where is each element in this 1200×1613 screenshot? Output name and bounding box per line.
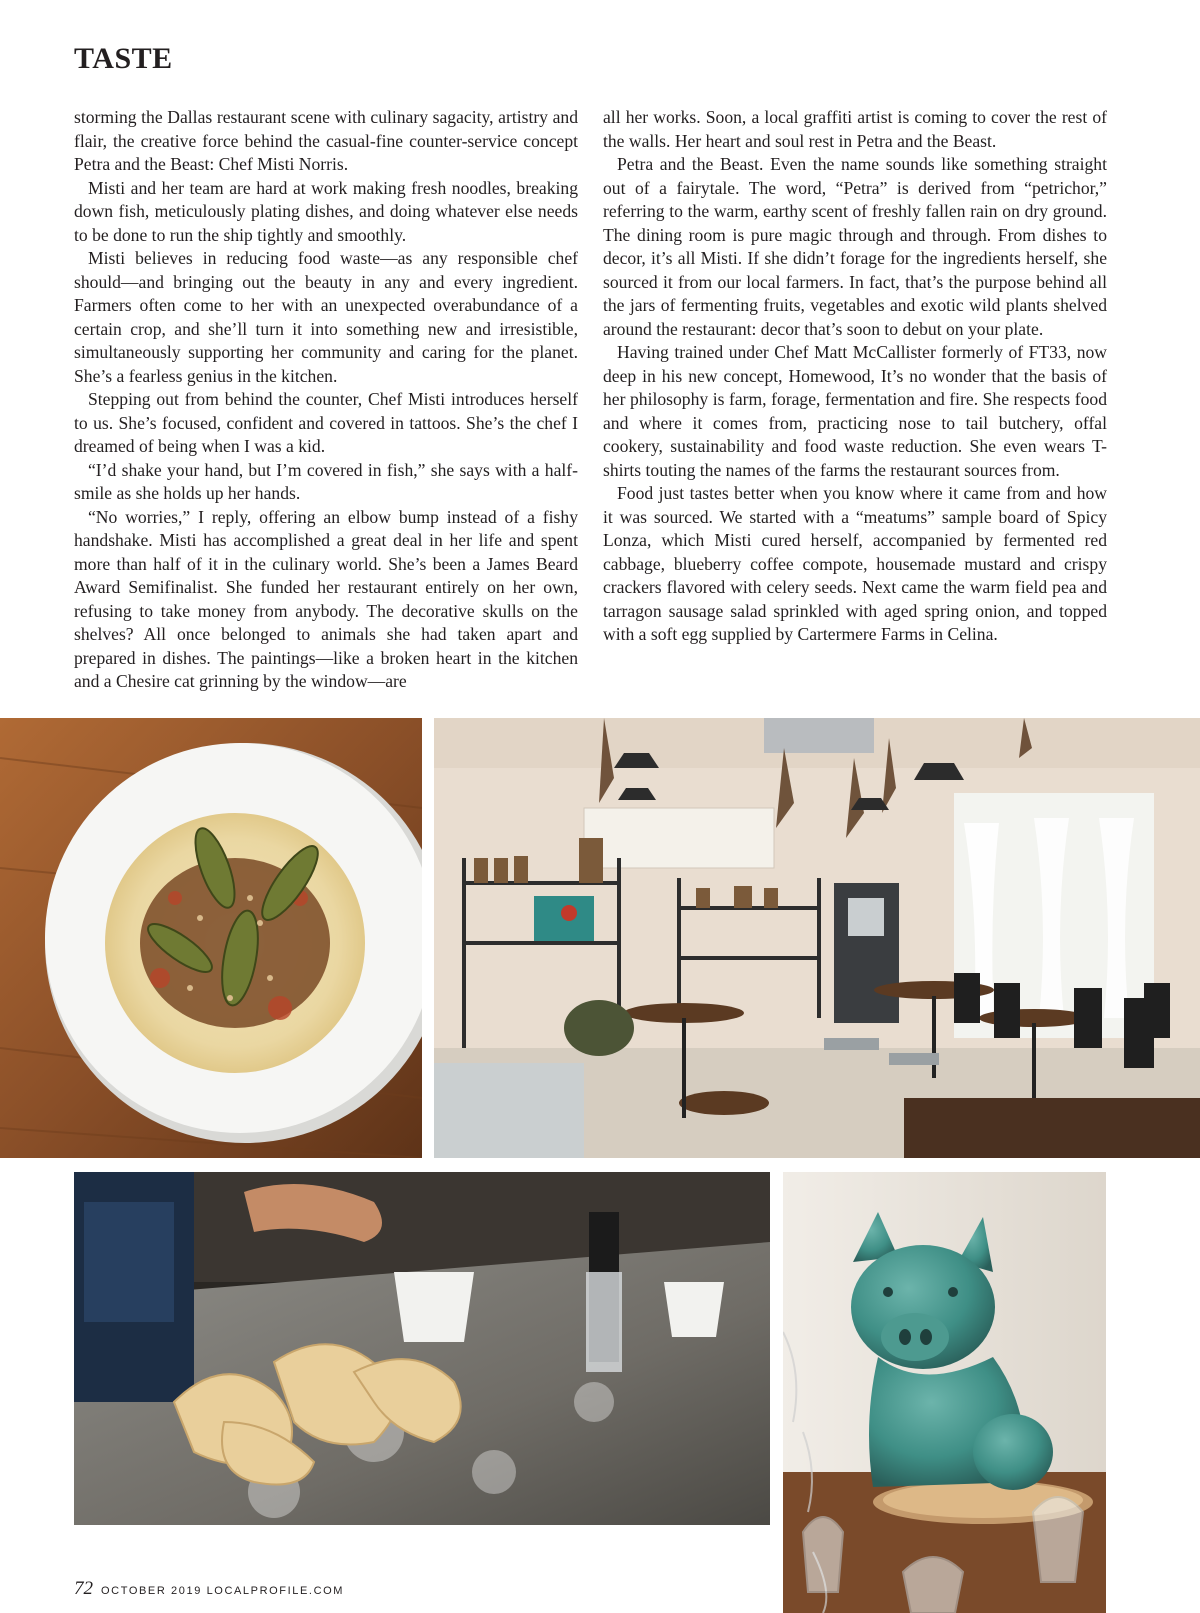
fresh-pasta-image <box>74 1172 770 1525</box>
dining-room-image <box>434 718 1200 1158</box>
ceramic-pig-image <box>783 1172 1106 1613</box>
photo-fresh-pasta <box>74 1172 770 1525</box>
page-footer <box>74 1578 344 1600</box>
okra-bowl-image <box>0 718 422 1158</box>
article-right-column <box>603 106 1107 647</box>
photo-ceramic-pig <box>783 1172 1106 1613</box>
article-paragraph: Misti and her team are hard at work making fresh noodles, breaking down fish, meticulously plating dishes, and doing whatever else needs to be done to run the ship tightly and smoothly. <box>74 177 578 245</box>
article-left-column <box>74 106 578 694</box>
article-paragraph: Stepping out from behind the counter, Chef Misti introduces herself to us. She’s focused, confident and covered in tattoos. She’s the chef I dreamed of being when I was a kid. <box>74 389 578 456</box>
page-number: 72 <box>74 1578 93 1599</box>
photo-okra-noodle-bowl <box>0 718 422 1158</box>
photo-dining-room <box>434 718 1200 1158</box>
article-paragraph: Having trained under Chef Matt McCallister formerly of FT33, now deep in his new concept, Homewood, It’s no wonder that the basis of her philosophy is farm, forage, fermentation and fire. She respects food and where it comes from, practicing nose to tail butchery, offal cookery, sustainability and food waste reduction. She even wears T-shirts touting the names of the farms the restaurant sources from. <box>603 342 1107 480</box>
article-paragraph: storming the Dallas restaurant scene with culinary sagacity, artistry and flair, the creative force behind the casual-fine counter-service concept Petra and the Beast: Chef Misti Norris. <box>74 107 578 174</box>
article-paragraph: “I’d shake your hand, but I’m covered in fish,” she says with a half-smile as she holds up her hands. <box>74 459 578 503</box>
article-paragraph: Petra and the Beast. Even the name sounds like something straight out of a fairytale. The word, “Petra” is derived from “petrichor,” referring to the warm, earthy scent of freshly fallen rain on dry ground. The dining room is pure magic through and through. From dishes to decor, it’s all Misti. If she didn’t forage for the ingredients herself, she sourced it from our local farmers. In fact, that’s the purpose behind all the jars of fermenting fruits, vegetables and exotic wild plants shelved around the restaurant: decor that’s soon to debut on your plate. <box>603 154 1107 339</box>
article-paragraph: Food just tastes better when you know where it came from and how it was sourced. We started with a “meatums” sample board of Spicy Lonza, which Misti cured herself, accompanied by fermented red cabbage, blueberry coffee compote, housemade mustard and crispy crackers flavored with celery seeds. Next came the warm field pea and tarragon sausage salad sprinkled with aged spring onion, and topped with a soft egg supplied by Cartermere Farms in Celina. <box>603 483 1107 644</box>
article-paragraph: Misti believes in reducing food waste—as any responsible chef should—and bringing out the beauty in any and every ingredient. Farmers often come to her with an unexpected overabundance of a certain crop, and she’ll turn it into something new and irresistible, simultaneously supporting her community and caring for the planet. She’s a fearless genius in the kitchen. <box>74 248 578 386</box>
article-paragraph: all her works. Soon, a local graffiti artist is coming to cover the rest of the walls. Her heart and soul rest in Petra and the Beast. <box>603 107 1107 151</box>
section-title: TASTE <box>74 42 173 75</box>
article-paragraph: “No worries,” I reply, offering an elbow bump instead of a fishy handshake. Misti has accomplished a great deal in her life and spent more than half of it in the culinary world. She’s been a James Beard Award Semifinalist. She funded her restaurant entirely on her own, refusing to take money from anybody. The decorative skulls on the shelves? All once belonged to animals she had taken apart and prepared in dishes. The paintings—like a broken heart in the kitchen and a Chesire cat grinning by the window—are <box>74 506 578 691</box>
issue-date-and-site: OCTOBER 2019 LOCALPROFILE.COM <box>101 1585 345 1597</box>
